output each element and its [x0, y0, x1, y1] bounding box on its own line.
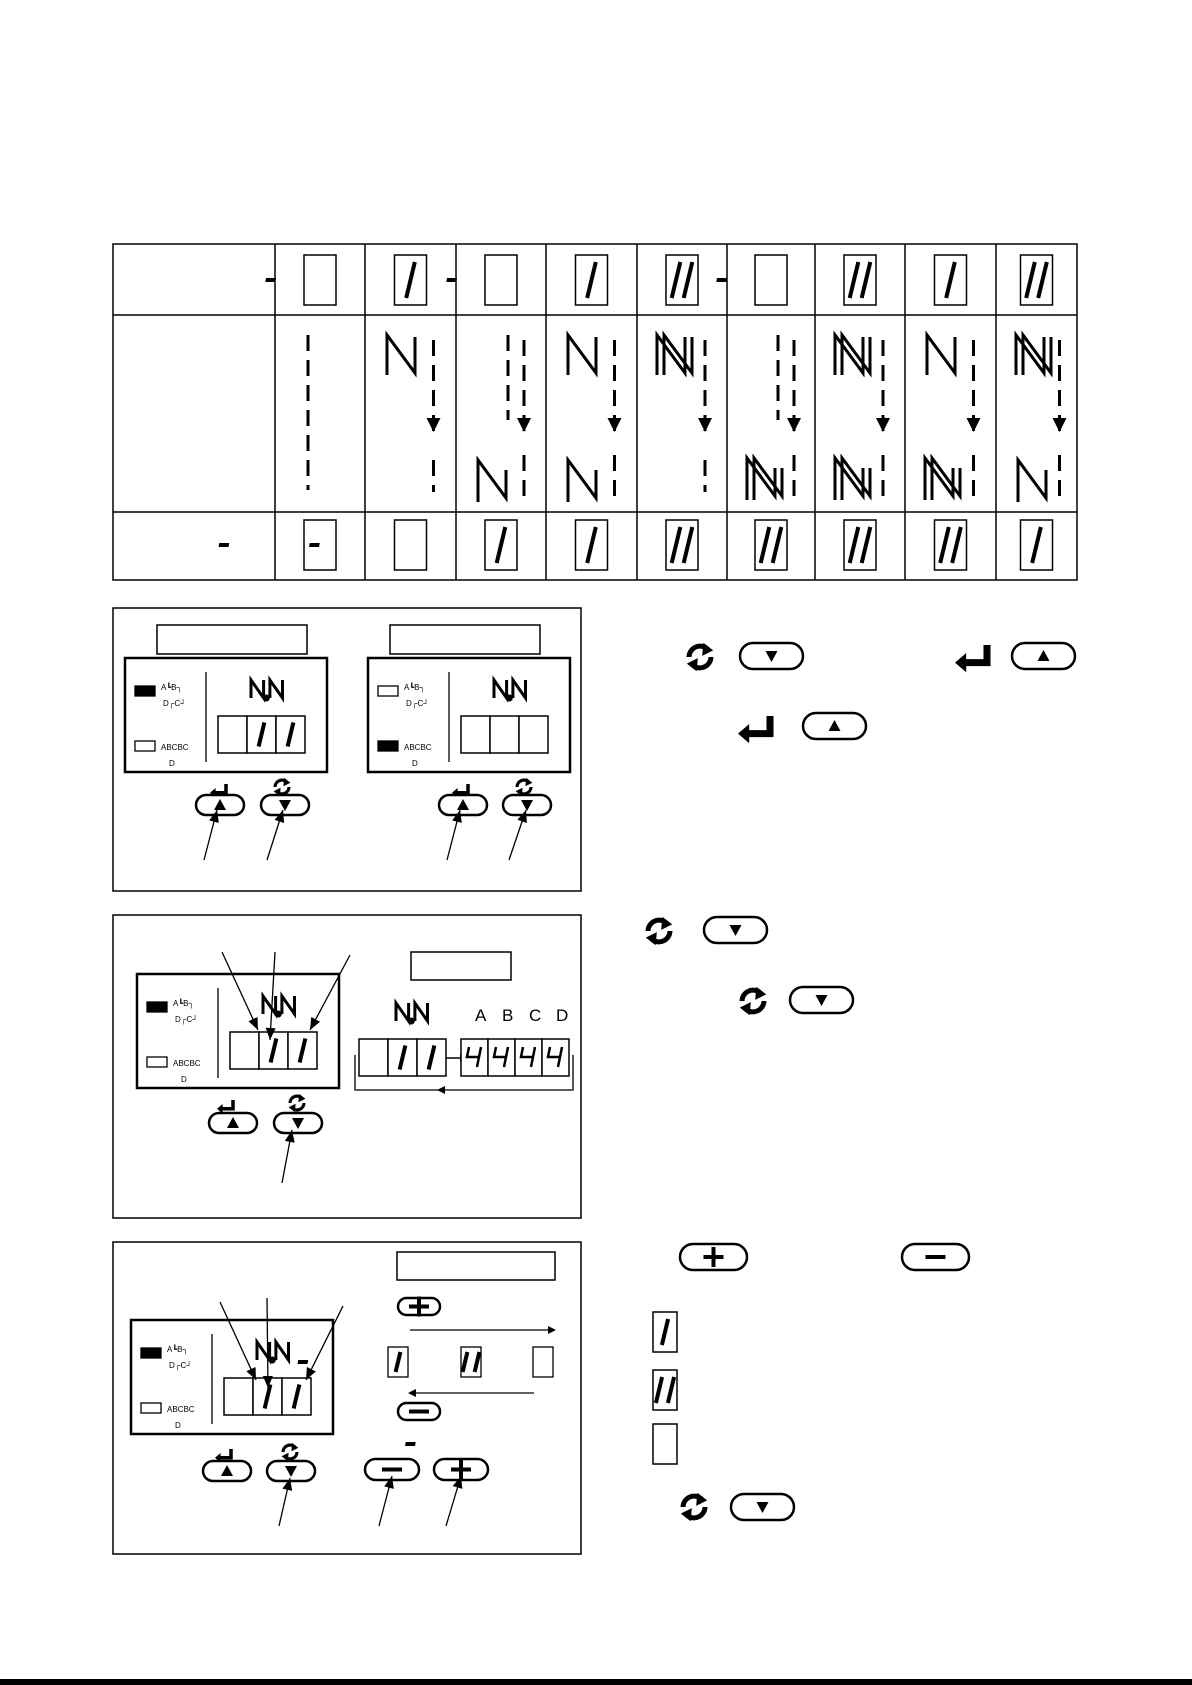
panel-diagrams [0, 590, 1192, 1680]
panel-2-pointer-a [222, 952, 258, 1030]
down-arrow [698, 418, 712, 432]
cycle-forward-arrowhead [548, 1326, 556, 1334]
dash-glyph [405, 1442, 416, 1446]
bottom-cell-1-box [395, 520, 427, 570]
dash-glyph [297, 1360, 308, 1364]
top-zig [927, 335, 955, 375]
panel-1-up-key-right [439, 795, 487, 815]
instr-rotate-icon-2 [646, 917, 672, 946]
stitch-pattern-8 [1016, 335, 1067, 505]
mode-bottom-text: ABCBC [173, 1059, 201, 1068]
bottom-zig [568, 460, 596, 502]
panel-2-abcd-display [461, 1039, 569, 1076]
down-arrow [876, 418, 890, 432]
top-zig [1016, 335, 1051, 375]
instr-up-key-2 [803, 713, 866, 739]
mode-bottom-led [378, 741, 398, 751]
minus-icon [926, 1255, 946, 1259]
stitch-pattern-4 [657, 335, 712, 492]
dash-glyph [265, 278, 276, 282]
control-panel-frame [125, 658, 327, 772]
dash-glyph [716, 278, 727, 282]
mode-indicator [378, 682, 432, 768]
panel-3-down-key [267, 1461, 315, 1481]
nn-symbol [251, 680, 283, 702]
legend-values [405, 1312, 677, 1464]
mode-top-text2: D┌C┘ [406, 699, 429, 708]
mode-top-led [135, 686, 155, 696]
mode-bottom-text2: D [181, 1075, 187, 1084]
cycle-back-arrowhead [408, 1389, 416, 1397]
return-arrowhead [437, 1086, 445, 1094]
mode-top-text2: D┌C┘ [175, 1015, 198, 1024]
instr-down-key-4 [731, 1494, 794, 1520]
minus-icon [409, 1410, 429, 1414]
panel-3-pointer-b [267, 1298, 268, 1388]
panel-3-label [397, 1252, 555, 1280]
mode-top-text2: D┌C┘ [163, 699, 186, 708]
mode-top-led [147, 1002, 167, 1012]
dash-glyph [446, 278, 457, 282]
panel-1-display-left [125, 658, 327, 772]
mode-top-led [378, 686, 398, 696]
cycle-dash-value [297, 1360, 544, 1364]
digit-cell [359, 1039, 388, 1076]
instr-down-key-2 [704, 917, 767, 943]
stitch-pattern-1 [387, 335, 441, 492]
instr-down-key-3 [790, 987, 853, 1013]
mode-bottom-text2: D [175, 1421, 181, 1430]
digit-cell [490, 716, 519, 753]
mode-bottom-text: ABCBC [404, 743, 432, 752]
panel-1-down-key-left [261, 795, 309, 815]
top-zig [568, 335, 596, 375]
stitch-pattern-2 [478, 335, 531, 505]
mode-bottom-text: ABCBC [161, 743, 189, 752]
mode-bottom-text2: D [169, 759, 175, 768]
bottom-rule [0, 1679, 1192, 1685]
down-arrow [427, 418, 441, 432]
instr-rotate-icon-4 [681, 1493, 707, 1522]
panel-display [218, 716, 305, 753]
down-arrow [608, 418, 622, 432]
panel-display [461, 716, 548, 753]
abcd-label: A [475, 1006, 487, 1025]
instr-rotate-icon-3 [740, 987, 766, 1016]
mode-top-text2: D┌C┘ [169, 1361, 192, 1370]
mode-bottom-led [141, 1403, 161, 1413]
panel-2-abcd-labels [475, 1006, 568, 1025]
stitch-pattern-5 [747, 335, 801, 505]
panel-display [230, 1032, 317, 1069]
panel-3-frame [113, 1242, 581, 1554]
mode-top-text: A┗B┐ [161, 683, 183, 692]
stitch-pattern-3 [568, 335, 622, 505]
panel-2-pointer-c [310, 955, 350, 1030]
mode-indicator [141, 1344, 195, 1430]
bottom-zig [835, 458, 870, 500]
down-arrow [1053, 418, 1067, 432]
control-panel-frame [131, 1320, 333, 1434]
panel-2-seq-display [359, 1039, 446, 1076]
panel-1-label-left [157, 625, 307, 654]
mode-bottom-text: ABCBC [167, 1405, 195, 1414]
mode-top-led [141, 1348, 161, 1358]
digit-cell [461, 716, 490, 753]
legend-box [653, 1370, 677, 1410]
panel-1-rotate-icon-left [274, 778, 291, 796]
top-cell-5-box [755, 255, 787, 305]
stitch-pattern-table [0, 0, 1192, 590]
legend-value [405, 1442, 666, 1446]
digit-cell [230, 1032, 259, 1069]
mode-indicator [147, 998, 201, 1084]
control-panel-frame [137, 974, 339, 1088]
control-panel-frame [368, 658, 570, 772]
panel-3-rotate-icon [282, 1443, 299, 1461]
digit-cell [218, 716, 247, 753]
bottom-cell-0-box [304, 520, 336, 570]
mode-bottom-text2: D [412, 759, 418, 768]
down-arrow [517, 418, 531, 432]
nn-symbol [494, 680, 526, 702]
panel-1-display-right [368, 658, 570, 772]
top-zig [387, 335, 415, 375]
instr-plus-key [680, 1244, 747, 1270]
panel-2-rotate-icon [289, 1094, 306, 1112]
bottom-zig [1018, 460, 1046, 502]
bottom-zig [925, 458, 960, 500]
instr-down-key-1 [740, 643, 803, 669]
digit-cell [224, 1378, 253, 1415]
pointer-arrowhead [310, 1017, 320, 1030]
panel-3-plus-small [398, 1297, 440, 1317]
panel-3-display [131, 1320, 333, 1434]
panel-2-enter-icon [217, 1100, 233, 1114]
mode-top-text: A┗B┐ [173, 999, 195, 1008]
instr-rotate-icon-1 [687, 643, 713, 672]
panel-2-down-key [274, 1113, 322, 1133]
panel-1-rotate-icon-right [516, 778, 533, 796]
top-zig [835, 335, 870, 375]
nn-symbol [263, 996, 295, 1018]
panel-3-pointer-a [220, 1302, 256, 1380]
instr-minus-key [902, 1244, 969, 1270]
panel-2-up-key [209, 1113, 257, 1133]
bottom-zig [478, 460, 506, 502]
panel-2-label [411, 952, 511, 980]
panel-2-nn-symbol [396, 1003, 428, 1025]
top-cell-2-box [485, 255, 517, 305]
instr-enter-icon-1 [955, 645, 987, 672]
mode-bottom-led [135, 741, 155, 751]
dash-glyph [219, 543, 230, 547]
panel-3-cycle-values [297, 1347, 553, 1377]
legend-box [653, 1424, 677, 1464]
abcd-label: C [529, 1006, 542, 1025]
panel-2-display [137, 974, 339, 1088]
panel-3-pointer-c [306, 1306, 343, 1380]
panel-1-label-right [390, 625, 540, 654]
minus-icon [382, 1468, 402, 1472]
down-arrow [787, 418, 801, 432]
mode-indicator [135, 682, 189, 768]
mode-top-text: A┗B┐ [167, 1345, 189, 1354]
abcd-label: D [556, 1006, 569, 1025]
stitch-pattern-6 [835, 335, 890, 505]
mode-bottom-led [147, 1057, 167, 1067]
stitch-pattern-7 [925, 335, 981, 505]
cycle-dash-box [533, 1347, 553, 1377]
abcd-label: B [502, 1006, 514, 1025]
bottom-zig [747, 458, 782, 500]
instr-enter-icon-2 [738, 716, 770, 743]
panel-1-up-key-left [196, 795, 244, 815]
mode-top-text: A┗B┐ [404, 683, 426, 692]
down-arrow [967, 418, 981, 432]
panel-1-down-key-right [503, 795, 551, 815]
digit-cell [519, 716, 548, 753]
top-cell-0-box [304, 255, 336, 305]
dash-glyph [309, 543, 320, 547]
top-zig [657, 335, 692, 375]
panel-3-up-key [203, 1461, 251, 1481]
instr-up-key-1 [1012, 643, 1075, 669]
nn-symbol [257, 1342, 289, 1364]
panel-3-minus-small [398, 1403, 440, 1420]
